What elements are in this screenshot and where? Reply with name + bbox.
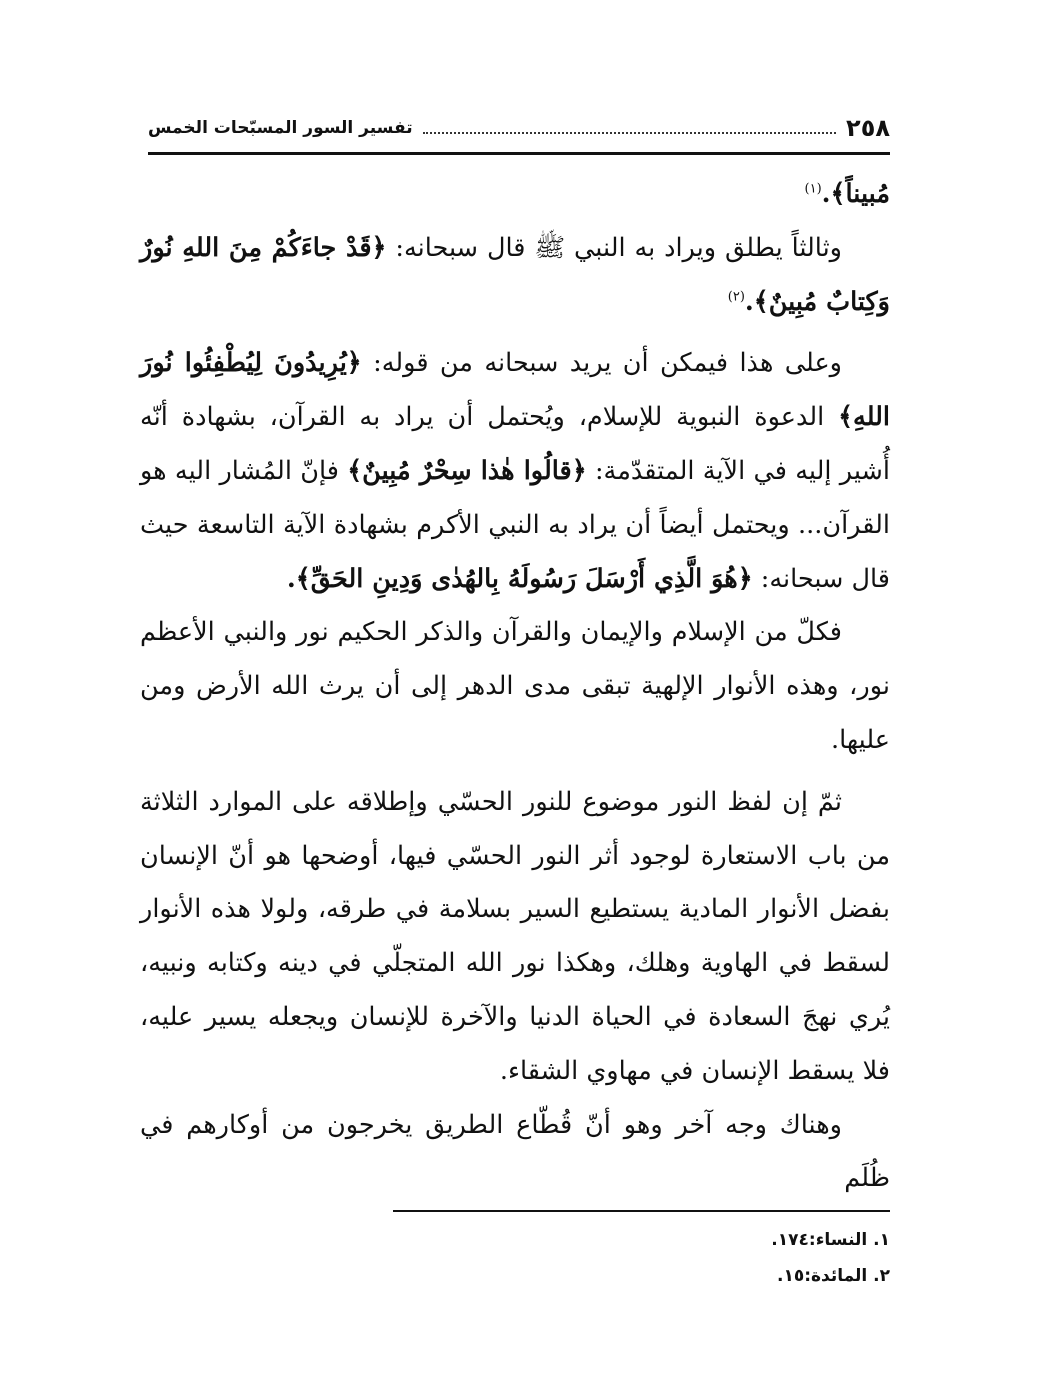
quran-quote: ﴿قالُوا هٰذا سِحْرٌ مُبِينٌ﴾ <box>347 455 587 486</box>
paragraph-4: فكلّ من الإسلام والإيمان والقرآن والذكر الحكيم نور والنبي الأعظم نور، وهذه الأنوار الإلهية تبقى مدى الدهر إلى أن يرث الله الأرض ومن عليها. <box>140 617 890 755</box>
paragraph-text: وثالثاً يطلق ويراد به النبي ﷺ قال سبحانه: <box>395 232 842 263</box>
paragraph-3 <box>140 337 890 606</box>
quran-quote: مُبيناً﴾. <box>821 179 890 209</box>
paragraph-1 <box>140 168 890 222</box>
footnote-1: ١. النساء:١٧٤. <box>771 1230 890 1250</box>
paragraph-2 <box>140 222 890 330</box>
footnote-2: ٢. المائدة:١٥. <box>776 1266 890 1286</box>
footnote-ref-2[interactable]: (٢) <box>727 289 745 305</box>
footnote-rule <box>393 1210 890 1212</box>
paragraph-6: وهناك وجه آخر وهو أنّ قُطّاع الطريق يخرجون من أوكارهم في ظُلَم <box>140 1109 890 1194</box>
body-text <box>140 168 890 1206</box>
paragraph-text: فإنّ المُشار اليه هو القرآن... ويحتمل أيضاً أن يراد به النبي الأكرم بشهادة الآية التاسعة حيث قال سبحانه: <box>140 455 890 594</box>
running-title: تفسير السور المسبّحات الخمس <box>148 118 413 138</box>
footnote-ref-1[interactable]: (١) <box>804 181 822 197</box>
paragraph-5: ثمّ إن لفظ النور موضوع للنور الحسّي وإطلاقه على الموارد الثلاثة من باب الاستعارة لوجود أثر النور الحسّي فيها، أوضحها هو أنّ الإنسان بفضل الأنوار المادية يستطيع السير بسلامة في طرقه، ولولا هذه الأنوار لسقط في الهاوية وهلك، وهكذا نور الله المتجلّي في دينه وكتابه ونبيه، يُري نهجَ السعادة في الحياة الدنيا والآخرة للإنسان ويجعله يسير عليه، فلا يسقط الإنسان في مهاوي الشقاء. <box>140 786 890 1086</box>
paragraph-text: الدعوة النبوية للإسلام، ويُحتمل أن يراد به القرآن، بشهادة أنّه أُشير إليه في الآية المتقدّمة: <box>140 402 891 486</box>
header-rule <box>148 152 890 155</box>
footnotes <box>500 1222 890 1294</box>
quran-quote: ﴿هُوَ الَّذِي أَرْسَلَ رَسُولَهُ بِالهُدٰى وَدِينِ الحَقِّ﴾. <box>286 563 753 594</box>
page-number: ٢٥٨ <box>846 114 890 142</box>
paragraph-text: وعلى هذا فيمكن أن يريد سبحانه من قوله: <box>373 348 842 379</box>
header-dot-leader <box>423 132 836 134</box>
quran-quote: ﴿قَدْ جاءَكُمْ مِنَ اللهِ نُورٌ وَكِتابٌ مُبِينٌ﴾. <box>140 232 890 317</box>
running-header <box>148 108 890 148</box>
quran-quote: ﴿يُرِيدُونَ لِيُطْفِئُوا نُورَ اللهِ﴾ <box>140 348 890 433</box>
